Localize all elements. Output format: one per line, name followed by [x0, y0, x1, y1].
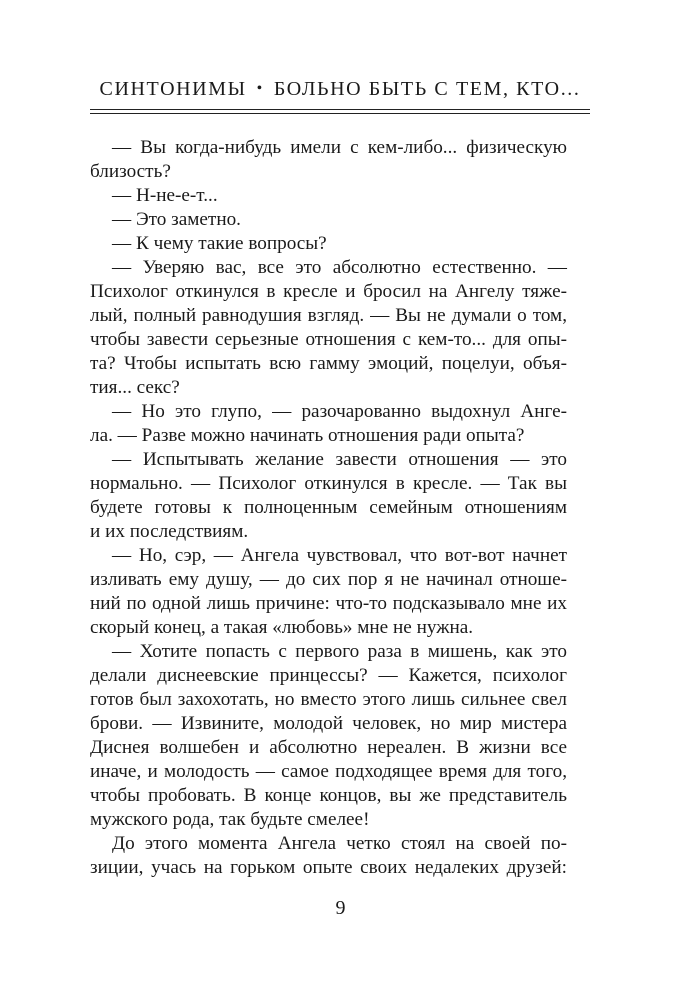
text-line: ла. — Разве можно начинать отношения ради опыта?	[90, 425, 525, 446]
text-line: Психолог откинулся в кресле и бросил на Ангелу тяже-	[90, 281, 567, 302]
running-head-series: СИНТОНИМЫ	[99, 78, 247, 100]
text-line: Диснея волшебен и абсолютно нереален. В жизни все	[90, 737, 567, 758]
text-line: — Испытывать желание завести отношения — это	[112, 449, 567, 470]
text-line: тия... секс?	[90, 377, 180, 398]
text-line: — Но, сэр, — Ангела чувствовал, что вот-вот начнет	[112, 545, 567, 566]
running-head-title: БОЛЬНО БЫТЬ С ТЕМ, КТО...	[273, 78, 581, 100]
text-line: будете готовы к полноценным семейным отношениям	[90, 497, 567, 518]
text-line: близость?	[90, 161, 171, 182]
body-text	[90, 136, 567, 880]
header-rule-top	[90, 109, 590, 110]
text-line: готов был захохотать, но вместо этого лишь сильнее свел	[90, 689, 567, 710]
text-line: та? Чтобы испытать всю гамму эмоций, поцелуи, объя-	[90, 353, 567, 374]
text-line: мужского рода, так будьте смелее!	[90, 809, 370, 830]
text-line: нормально. — Психолог откинулся в кресле. — Так вы	[90, 473, 567, 494]
text-line: лый, полный равнодушия взгляд. — Вы не думали о том,	[90, 305, 567, 326]
header-rule-bottom	[90, 113, 590, 114]
text-line: — Уверяю вас, все это абсолютно естественно. —	[112, 257, 567, 278]
text-line: До этого момента Ангела четко стоял на своей по-	[112, 833, 567, 854]
text-line: чтобы завести серьезные отношения с кем-то... для опы-	[90, 329, 567, 350]
page-number: 9	[335, 897, 346, 919]
text-line: чтобы пробовать. В конце концов, вы же представитель	[90, 785, 567, 806]
text-line: изливать ему душу, — до сих пор я не начинал отноше-	[90, 569, 567, 590]
text-line: брови. — Извините, молодой человек, но мир мистера	[90, 713, 567, 734]
text-line: — Вы когда-нибудь имели с кем-либо... физическую	[112, 137, 567, 158]
text-line: — Хотите попасть с первого раза в мишень, как это	[112, 641, 567, 662]
text-line: — Но это глупо, — разочарованно выдохнул Анге-	[112, 401, 567, 422]
text-line: скорый конец, а такая «любовь» мне не нужна.	[90, 617, 474, 638]
text-line: зиции, учась на горьком опыте своих недалеких друзей:	[90, 857, 567, 878]
running-head-bullet-icon: •	[256, 80, 264, 97]
text-line: ний по одной лишь причине: что-то подсказывало мне их	[90, 593, 567, 614]
text-line: делали диснеевские принцессы? — Кажется, психолог	[90, 665, 567, 686]
text-line: — Это заметно.	[112, 209, 241, 230]
text-line: — Н-не-е-т...	[112, 185, 218, 206]
text-line: иначе, и молодость — самое подходящее время для того,	[90, 761, 567, 782]
text-line: — К чему такие вопросы?	[112, 233, 327, 254]
running-head	[90, 78, 590, 101]
text-line: и их последствиям.	[90, 521, 249, 542]
